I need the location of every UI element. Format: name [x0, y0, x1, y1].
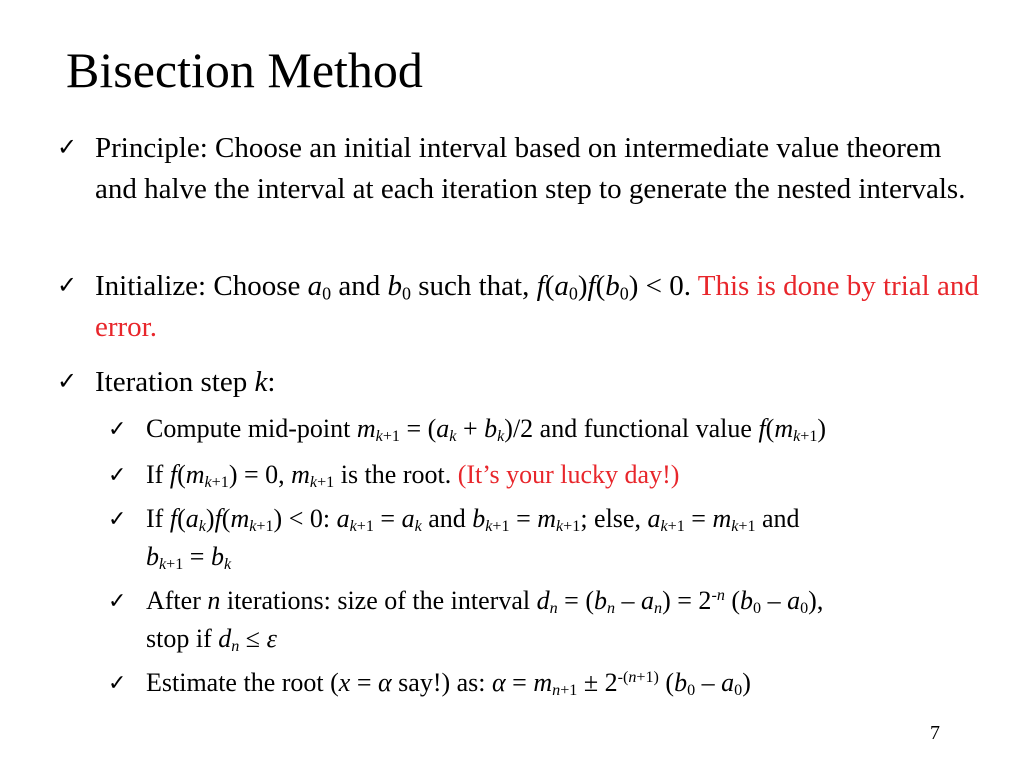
sub-bullet-root: ✓ If $f(m_{k+1}) = 0$, $m_{k+1}$ is the root. (It’s your lucky day!) — [146, 456, 996, 494]
iteration-label: Iteration step — [95, 366, 255, 398]
estimate-label: Estimate the root ( — [146, 668, 339, 697]
bullet-principle — [57, 128, 985, 210]
check-icon: ✓ — [57, 369, 78, 395]
compute-mid: and functional value — [533, 414, 759, 443]
sub-bullet-estimate: ✓ Estimate the root (x = α say!) as: $\alpha = m_{n+1} \pm 2^{-(n+1)}$ $(b_0 - a_0)$ — [146, 664, 1006, 702]
lucky-note: (It’s your lucky day!) — [457, 460, 680, 489]
if-label: If — [146, 460, 170, 489]
sub-bullet-compute: ✓ Compute mid-point $m_{k+1} = (a_k + b_k)/2$ and functional value $f(m_{k+1})$ — [146, 410, 996, 448]
after-text: iterations: size of the interval — [220, 586, 537, 615]
slide-title: Bisection Method — [66, 42, 423, 98]
say-text: say!) as: — [391, 668, 493, 697]
compute-label: Compute mid-point — [146, 414, 357, 443]
else-text: ; else, — [580, 504, 648, 533]
and-text-2: and — [755, 504, 800, 533]
stop-text: stop if — [146, 624, 219, 653]
check-icon: ✓ — [108, 506, 127, 531]
check-icon: ✓ — [108, 670, 127, 695]
bullet-initialize: ✓ Initialize: Choose $a_0$ and $b_0$ such that, $f(a_0)f(b_0) < 0$. This is done by trial and error. — [95, 266, 995, 348]
check-icon: ✓ — [108, 462, 127, 487]
if-label-2: If — [146, 504, 170, 533]
check-icon: ✓ — [108, 416, 127, 441]
check-icon: ✓ — [108, 588, 127, 613]
initialize-label: Initialize: Choose — [95, 270, 308, 302]
after-label: After — [146, 586, 208, 615]
page-number: 7 — [930, 722, 940, 744]
sub-bullet-update: ✓ If $f(a_k)f(m_{k+1}) < 0$: $a_{k+1} = a_k$ and $b_{k+1} = m_{k+1}$; else, $a_{k+1} = m_{k+1}$ and $b_{k+1} = b_k$ — [146, 500, 996, 576]
check-icon: ✓ — [57, 135, 78, 161]
initialize-red-note: This is done by trial and error. — [95, 270, 979, 343]
bullet-iteration: ✓ Iteration step k: — [95, 362, 895, 403]
sub-bullet-after: ✓ After n iterations: size of the interval $d_n = (b_n - a_n) = 2^{-n}$ $(b_0 - a_0)$, stop if $d_n \le \varepsilon$ — [146, 582, 1006, 658]
and-text: and — [421, 504, 473, 533]
check-icon: ✓ — [57, 273, 78, 299]
principle-text: Principle: Choose an initial interval based on intermediate value theorem and halve the interval at each iteration step to generate the nested intervals. — [95, 132, 966, 205]
root-text: is the root. — [334, 460, 458, 489]
